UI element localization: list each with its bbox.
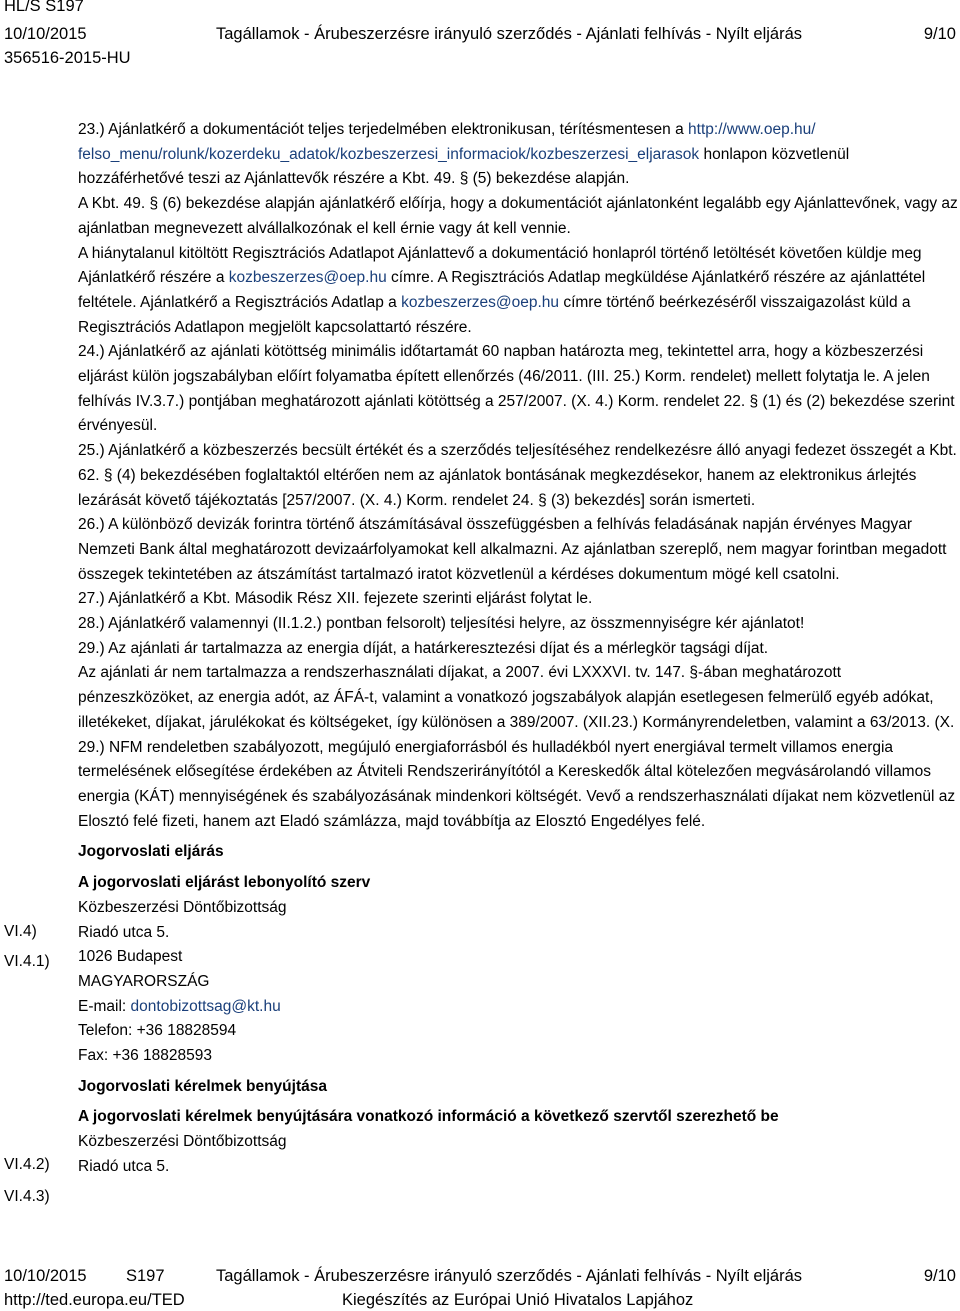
- paragraph-26: 26.) A különböző devizák forintra történő átszámításával összefüggésben a felhívás feladásának napján érvényes Magyar Nemzeti Bank által meghatározott devizaárfolyamokat kell alkalmazni. Az ajánlatban szereplő, nem magyar forintban megadott összegek tekintetében az átszámítást tartalmazó iratot közvetlenül a kérdéses dokumentum mögé kell csatolni.: [78, 516, 947, 583]
- review-body-phone: Telefon: +36 18828594: [78, 1022, 237, 1040]
- paragraph-29-b: Az ajánlati ár nem tartalmazza a rendszerhasználati díjakat, a 2007. évi LXXXVI. tv. 147. §-ában meghatározott pénzeszközöket, az energia adót, az ÁFÁ-t, valamint a vonatkozó jogszabályok alapján esetlegesen felmerülő egyéb adókat, illetékeket, díjakat, járulékokat és költségeket, így különösen a 389/2007. (XII.23.) Kormányrendeletben, valamint a 63/2013. (X. 29.) NFM rendeletben szabályozott, megújuló energiaforrásból és hulladékból nyert energiával termelt villamos energia termelésének elősegítése érdekében az Átviteli Rendszerirányítótól a Kereskedők által kötelezően megvásárolandó villamos energia (KÁT) mennyiségének és szabályozásának mindenkori költségét. Vevő a rendszerhasználati díjakat nem közvetlenül az Elosztó felé fizeti, hanem azt Eladó számlázza, majd továbbítja az Elosztó Engedélyes felé.: [78, 664, 956, 830]
- footer-supplement: Kiegészítés az Európai Unió Hivatalos Lapjához: [342, 1291, 694, 1309]
- header-title: Tagállamok - Árubeszerzésre irányuló szerződés - Ajánlati felhívás - Nyílt eljárás: [216, 25, 802, 43]
- section-title-vi42: Jogorvoslati kérelmek benyújtása: [78, 1077, 327, 1095]
- footer-date: 10/10/2015: [4, 1267, 87, 1285]
- info-body-street: Riadó utca 5.: [78, 1157, 170, 1175]
- paragraph-28: 28.) Ajánlatkérő valamennyi (II.1.2.) pontban felsorolt) teljesítési helyre, az összmennyiségre kér ajánlatot!: [78, 615, 805, 633]
- review-body-fax: Fax: +36 18828593: [78, 1047, 213, 1065]
- review-body-street: Riadó utca 5.: [78, 923, 170, 941]
- paragraph-24: 24.) Ajánlatkérő az ajánlati kötöttség minimális időtartamát 60 napban határozta meg, tekintettel arra, hogy a közbeszerzési eljárást külön jogszabályban előírt folyamatba épített ellenőrzés (46/2011. (III. 25.) Korm. rendelet) mellett folytatja le. A jelen felhívás IV.3.7.) pontjában meghatározott ajánlati kötöttség a 257/2007. (X. 4.) Korm. rendelet 22. § (1) és (2) bekezdése szerint érvényesül.: [78, 343, 955, 435]
- review-body-name: Közbeszerzési Döntőbizottság: [78, 898, 287, 916]
- section-number-vi42: VI.4.2): [4, 1156, 50, 1173]
- document-body: [78, 118, 958, 1180]
- paragraph-25: 25.) Ajánlatkérő a közbeszerzés becsült értékét és a szerződés teljesítéséhez rendelkezésre álló anyagi fedezet összegét a Kbt. 62. § (4) bekezdésében foglaltaktól eltérően nem az ajánlatok bontásának megkezdésekor, hanem az elektronikus árlejtés lezárását követő tájékoztatás [257/2007. (X. 4.) Korm. rendelet 24. § (3) bekezdés] során ismerteti.: [78, 442, 957, 509]
- section-title-vi43: A jogorvoslati kérelmek benyújtására vonatkozó információ a következő szervtől szerezhető be: [78, 1108, 779, 1126]
- review-body-email: E-mail: dontobizottsag@kt.hu: [78, 997, 281, 1015]
- section-number-vi4: VI.4): [4, 923, 37, 940]
- footer-series: S197: [126, 1267, 165, 1285]
- section-title-vi4: Jogorvoslati eljárás: [78, 843, 224, 861]
- paragraph-23-c: A Kbt. 49. § (6) bekezdése alapján ajánlatkérő előírja, hogy a dokumentációt ajánlatonként legalább egy Ajánlattevőnek, vagy az ajánlatban megnevezett alvállalkozónak el kell érnie vagy át kell vennie.: [78, 195, 958, 237]
- footer-page-number: 9/10: [923, 1267, 956, 1285]
- review-email-link[interactable]: dontobizottsag@kt.hu: [130, 997, 281, 1015]
- page-footer: [0, 1266, 960, 1311]
- review-body-country: MAGYARORSZÁG: [78, 972, 210, 990]
- page-header: [0, 0, 960, 70]
- header-date: 10/10/2015: [4, 25, 87, 43]
- paragraph-23: 23.) Ajánlatkérő a dokumentációt teljes terjedelmében elektronikusan, térítésmentesen a http://www.oep.hu/ felso_menu/rolunk/kozerdeku_adatok/kozbeszerzesi_informaciok/kozbeszerzesi_eljarasok honlapon közvetlenül hozzáférhetővé teszi az Ajánlattevők részére a Kbt. 49. § (5) bekezdése alapján.: [78, 121, 850, 188]
- paragraph-23-d: A hiánytalanul kitöltött Regisztrációs Adatlapot Ajánlattevő a dokumentáció honlapról történő letöltését követően küldje meg Ajánlatkérő részére a kozbeszerzes@oep.hu címre. A Regisztrációs Adatlap megküldése Ajánlatkérő részére az ajánlattétel feltétele. Ajánlatkérő a Regisztrációs Adatlap a kozbeszerzes@oep.hu címre történő beérkezéséről visszaigazolást küld a Regisztrációs Adatlapon megjelölt kapcsolattartó részére.: [78, 244, 926, 336]
- email-link-1[interactable]: kozbeszerzes@oep.hu: [228, 269, 387, 287]
- header-source: HL/S S197: [4, 0, 84, 15]
- section-number-vi41: VI.4.1): [4, 953, 50, 970]
- email-link-2[interactable]: kozbeszerzes@oep.hu: [401, 293, 560, 311]
- header-doc-id: 356516-2015-HU: [4, 49, 131, 67]
- section-number-vi43: VI.4.3): [4, 1188, 50, 1205]
- paragraph-29-a: 29.) Az ajánlati ár tartalmazza az energia díját, a határkeresztezési díjat és a mérlegkör tagsági díjat.: [78, 639, 769, 657]
- review-body-city: 1026 Budapest: [78, 948, 183, 966]
- footer-title: Tagállamok - Árubeszerzésre irányuló szerződés - Ajánlati felhívás - Nyílt eljárás: [216, 1267, 802, 1285]
- footer-url[interactable]: http://ted.europa.eu/TED: [4, 1291, 185, 1309]
- section-title-vi41: A jogorvoslati eljárást lebonyolító szerv: [78, 874, 371, 892]
- documentation-link[interactable]: http://www.oep.hu/ felso_menu/rolunk/kozerdeku_adatok/kozbeszerzesi_informaciok/kozbeszerzesi_eljarasok: [78, 121, 816, 163]
- paragraph-27: 27.) Ajánlatkérő a Kbt. Második Rész XII. fejezete szerinti eljárást folytat le.: [78, 590, 593, 608]
- info-body-name: Közbeszerzési Döntőbizottság: [78, 1133, 287, 1151]
- header-page-number: 9/10: [923, 25, 956, 43]
